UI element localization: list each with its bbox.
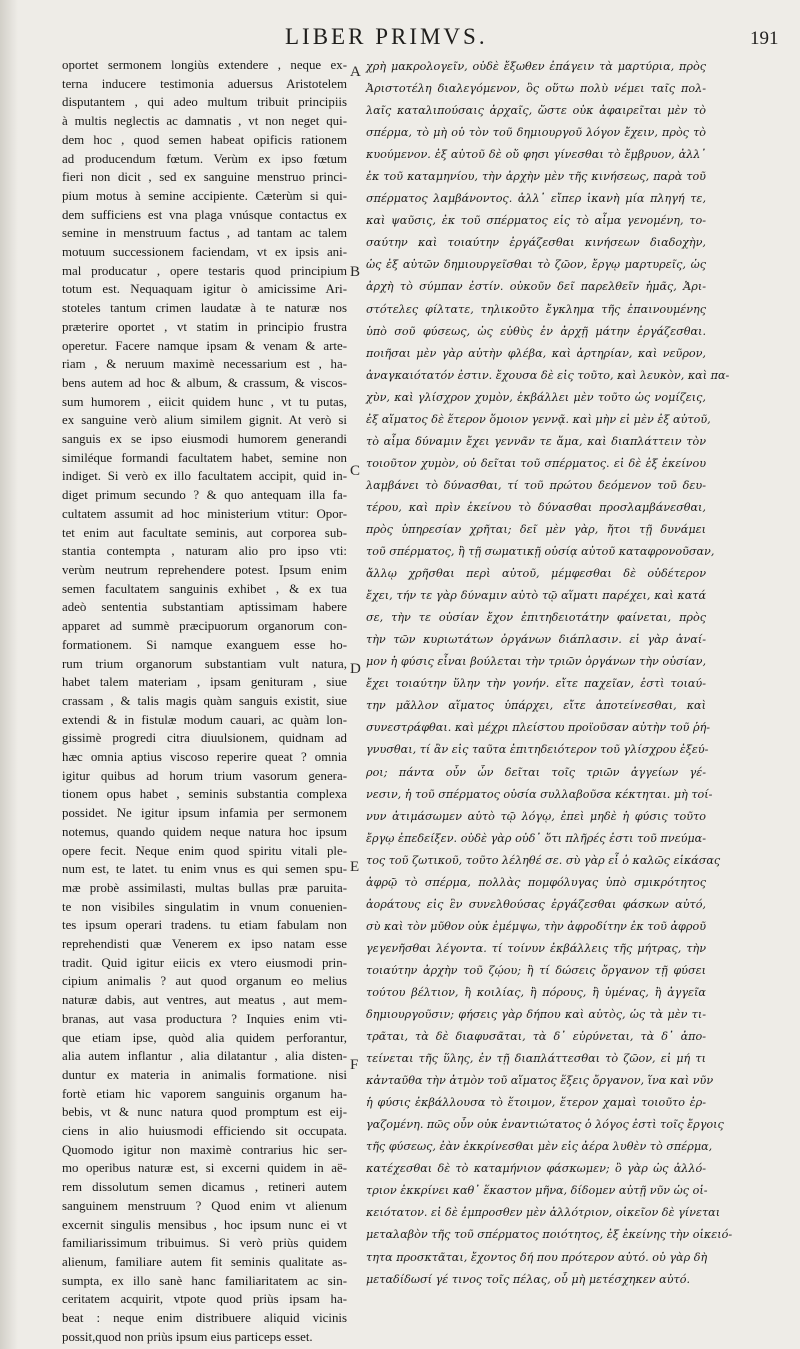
latin-text-line: fieri non dicit , sed ex sanguine menstruo princi-: [62, 170, 347, 185]
greek-text-line: ἔχει, τήν τε γὰρ δύναμιν αὐτὸ τῷ αἵματι παρέχει, καὶ κατά: [366, 589, 706, 603]
greek-text-line: κἀνταῦθα τὴν ἀτμὸν τοῦ αἵματος ἕξεις ὄργανον, ἵνα καὶ νῦν: [366, 1074, 714, 1088]
greek-text-line: κειότατον. εἰ δὲ ἐμπροσθεν μὲν ἀλλότριον, οἰκεῖον δὲ γίνεται: [366, 1206, 721, 1220]
greek-text-line: τείνεται τῆς ὕλης, ἐν τῇ διαπλάττεσθαι τὸ ζῶον, εἰ μή τι: [366, 1052, 706, 1066]
greek-text-line: τος τοῦ ζωτικοῦ, τοῦτο λέληθέ σε. σὺ γὰρ εἶ ὁ καλῶς εἰκάσας: [366, 853, 721, 867]
greek-text-line: νεσιν, ἡ τοῦ σπέρματος οὐσία συλλαβοῦσα κέκτηται. μὴ τοί-: [366, 787, 713, 801]
greek-text-line: σπέρμα, τὸ μὴ οὐ τὸν τοῦ δημιουργοῦ λόγον ἔχειν, πρὸς τὸ: [366, 126, 706, 140]
latin-text-line: cultatem assumit ad hoc ministerium vtitur: Opor-: [62, 506, 347, 521]
greek-text-line: δημιουργοῦσιν; φήσεις γὰρ δήπου καὶ αὐτὸς, ὡς τὰ μὲν τι-: [366, 1008, 706, 1022]
greek-text-line: γεγενῆσθαι λέγοντα. τί τοίνυν ἐκβάλλεις τῆς μήτρας, τὴν: [366, 941, 706, 955]
greek-text-line: Ἀριστοτέλη διαλεγόμενον, ὃς οὕτω πολὺ νέμει ταῖς πολ-: [366, 82, 706, 96]
latin-text-line: dem hoc , quod semen habeat opificis rationem: [62, 132, 347, 147]
latin-text-line: que etiam ipse, quòd alia quidem perforantur,: [62, 1030, 347, 1045]
latin-text-line: semen facultatem sanguinis exhibet , & ex tua: [62, 581, 347, 596]
latin-text-line: notemus, quando quidem neque natura hoc ipsum: [62, 824, 347, 839]
greek-text-line: ὡς ἐξ αὐτῶν δημιουργεῖσθαι τὸ ζῶον, ἔργῳ μαρτυρεῖς, ὡς: [366, 258, 706, 272]
latin-text-line: alienum, familiare autem fit seminis qualitate as-: [62, 1255, 347, 1269]
greek-text-line: ἀναγκαιότατόν ἐστιν. ἔχουσα δὲ εἰς τοῦτο, καὶ λευκὸν, καὶ πα-: [366, 368, 730, 382]
latin-text-line: totum est. Nequaquam igitur ò amicissime Ari-: [62, 282, 347, 297]
margin-letter-f: F: [350, 1057, 359, 1073]
greek-text-line: κατέχεσθαι δὲ τὸ καταμήνιον φάσκωμεν; ὃ γὰρ ὡς ἀλλό-: [366, 1162, 706, 1176]
margin-letter-d: D: [350, 661, 361, 677]
greek-text-line: ἄλλῳ χρῆσθαι περὶ αὐτοῦ, μέμφεσθαι δὲ οὐδέτερον: [366, 567, 706, 581]
greek-text-line: μον ἡ φύσις εἶναι βούλεται τὴν τριῶν ὀργάνων τὴν οὐσίαν,: [366, 655, 706, 669]
latin-text-line: branas, aut vasa productura ? Inquies enim vti-: [62, 1011, 347, 1026]
greek-text-line: στότελες φίλτατε, τηλικοῦτο ἔγκλημα τῆς ἐπαινουμένης: [366, 302, 706, 316]
latin-text-line: indiget. Si verò ex illo facultatem accipit, quid in-: [62, 469, 347, 484]
greek-text-line: ἔχει τοιαύτην ὕλην τὴν γονήν. εἴτε παχεῖαν, ἐστὶ τοιαύ-: [366, 677, 706, 691]
latin-text-line: hæc omnia aptius viscoso reperire queat ? omnia: [62, 750, 347, 765]
greek-text-line: γνυσθαι, τί ἂν εἰς ταῦτα ἐπιτηδειότερον τοῦ γλίσχρου ἐξεύ-: [366, 743, 709, 757]
latin-text-line: igitur quibus ad horum trium vasorum genera-: [62, 768, 347, 783]
latin-text-line: sanguis ex se ipso eiusmodi humorem generandi: [62, 432, 347, 447]
page-number: 191: [750, 28, 779, 49]
latin-text-line: semine in menstruum factus , ad tantam ac talem: [62, 226, 347, 241]
greek-text-line: χὺν, καὶ γλίσχρον χυμὸν, ἐκβάλλει μὲν τοῦτο ὡς νομίζεις,: [366, 390, 706, 404]
running-title: LIBER PRIMVS.: [285, 24, 488, 49]
greek-text-line: λαμβάνει τὸ δύνασθαι, τί τοῦ πρώτου δεόμενον τοῦ δευ-: [366, 478, 706, 492]
latin-text-line: ciens in alio huiusmodi efficiendo sit occupata.: [62, 1124, 347, 1139]
margin-letter-a: A: [350, 64, 361, 80]
latin-text-line: apparet ad summè præcipuorum organorum con-: [62, 619, 347, 634]
greek-text-line: τέρου, καὶ πρὶν ἐκείνου τὸ δύνασθαι προσλαμβάνεσθαι,: [366, 500, 706, 514]
latin-text-line: riam , & neruum maximè necessarium est , ha-: [62, 357, 347, 372]
greek-text-line: σε, τὴν τε οὐσίαν ἔχον ἐπιτηδειοτάτην φαίνεται, πρὸς: [366, 611, 706, 625]
latin-text-line: naturæ dabis, aut ventres, aut meatus , aut mem-: [62, 993, 347, 1008]
greek-text-line: μεταλαβὸν τῆς τοῦ σπέρματος ποιότητος, ἐξ ἐκείνης τὴν οἰκειό-: [366, 1228, 733, 1242]
greek-text-line: τὴν τῶν κυριωτάτων ὀργάνων διάπλασιν. εἰ γὰρ ἀναί-: [366, 633, 706, 647]
latin-text-line: oportet sermonem longiùs extendere , neque ex-: [62, 58, 347, 72]
latin-text-line: operetur. Facere namque ipsam & venam & arte-: [62, 338, 347, 353]
latin-text-line: terna inducere testimonia aduersus Aristotelem: [62, 76, 347, 91]
latin-text-line: num est, te latet. tu enim vnus es qui semen spu-: [62, 862, 347, 877]
latin-text-line: dem sufficiens est vna plaga vnúsque contactus ex: [62, 207, 347, 222]
latin-text-line: fortè etiam hic vaporem sanguinis organum ha-: [62, 1086, 347, 1101]
latin-text-line: possit,quod non priùs ipsum eius particeps esset.: [62, 1329, 313, 1344]
latin-text-line: formationem. Si namque exanguem esse ho-: [62, 637, 347, 652]
margin-letter-c: C: [350, 463, 361, 479]
greek-text-line: τῆς φύσεως, ἐὰν ἐκκρίνεσθαι μὲν εἰς ἀέρα λυθὲν τὸ σπέρμα,: [366, 1140, 713, 1154]
greek-text-line: σπέρματος λαμβάνοντος. ἀλλ᾽ εἴπερ ἱκανὴ μία πληγή τε,: [366, 192, 706, 206]
greek-text-line: συνεστράφθαι. καὶ μέχρι πλείστου προϊοῦσαν αὐτὴν τοῦ ῥή-: [366, 721, 711, 735]
latin-text-line: stantia contempta , naturam alio pro ipso vti:: [62, 544, 347, 559]
greek-text-line: ὑπὸ σοῦ φύσεως, ὡς εὐθὺς ἐν ἀρχῇ μάτην ἐργάζεσθαι.: [366, 324, 706, 338]
greek-column: [366, 56, 733, 1291]
greek-text-line: την μᾶλλον αἵματος ὑπάρχει, εἴτε ἀποτείνεσθαι, καὶ: [366, 699, 706, 713]
greek-text-line: χρὴ μακρολογεῖν, οὐδὲ ἔξωθεν ἐπάγειν τὰ μαρτύρια, πρὸς: [366, 60, 706, 73]
latin-text-line: pium motus à semine accipiente. Cæterùm si qui-: [62, 188, 347, 203]
latin-text-line: ex sanguine verò alium similem gignit. At verò si: [62, 413, 347, 428]
latin-text-line: rum trium organorum substantiam vult natura,: [62, 656, 347, 671]
latin-text-line: tes ipsum operari tradens. tu etiam fabulam non: [62, 918, 347, 933]
greek-text-line: ἀοράτους εἰς ἓν συνελθούσας ἐργάζεσθαι φάσκων αὐτό,: [366, 897, 706, 911]
greek-text-line: νυν ἀτιμάσωμεν αὐτὸ τῷ λόγῳ, ἐπεὶ μηδὲ ἡ φύσις τοῦτο: [366, 809, 706, 823]
latin-text-line: gissimè progredi citra diuulsionem, quidnam ad: [62, 731, 347, 746]
latin-text-line: cipium animalis ? aut quod organum eo melius: [62, 974, 347, 989]
latin-text-line: præterire oportet , vt statim in principio frustra: [62, 319, 347, 334]
margin-letter-e: E: [350, 859, 360, 875]
latin-text-line: duntur ex materia in animalis formatione. nisi: [62, 1067, 347, 1082]
latin-text-line: adeò sententia substantiam aptissimam habere: [62, 600, 347, 615]
margin-letter-b: B: [350, 264, 361, 280]
latin-text-line: bens autem ad hoc & album, & crassum, & viscos-: [62, 375, 347, 390]
latin-text-line: tet enim aut facultate seminis, aut corporea sub-: [62, 525, 347, 540]
greek-text-line: τοιαύτην ἀρχὴν τοῦ ζῴου; ἢ τί δώσεις ὄργανον τῇ φύσει: [366, 963, 706, 977]
latin-text-line: habet talem materiam , ipsam genituram , siue: [62, 675, 347, 690]
greek-text-line: μεταδίδωσί γέ τινος τοῖς πέλας, οὗ μὴ μετέσχηκεν αὐτό.: [366, 1272, 691, 1286]
latin-text-line: sumpta, ex illo sanè hanc familiaritatem ac sin-: [62, 1273, 347, 1288]
latin-text-line: beat : neque enim distribuere aliquid vicinis: [62, 1311, 347, 1326]
greek-text-line: πρὸς ὑπηρεσίαν χρῆται; δεῖ μὲν γὰρ, ἤτοι τῇ δυνάμει: [366, 522, 706, 536]
page-gutter-shadow: [0, 0, 18, 1349]
latin-text-line: mal producatur , opere testaris quod principium: [62, 263, 347, 278]
greek-text-line: λαῖς καταλιπούσαις ἀρχαῖς, ὥστε οὐκ ἀφαιρεῖται μὲν τὸ: [366, 104, 706, 118]
latin-text-line: possidet. Ne igitur ipsum infamia per sermonem: [62, 806, 347, 821]
greek-text-line: τοῦ σπέρματος, ἢ τῇ σωματικῇ οὐσίᾳ αὐτοῦ καταφρονοῦσαν,: [366, 545, 715, 559]
latin-text-line: stoteles tantum crimen laudatæ à te naturæ nos: [62, 301, 347, 316]
greek-text-line: καὶ ψαῦσις, ἐκ τοῦ σπέρματος εἰς τὸ αἷμα γενομένη, το-: [366, 214, 706, 228]
greek-text-line: ἔργῳ ἐπεδείξεν. οὐδὲ γὰρ οὐδ᾽ ὅτι πλῆρές ἐστι τοῦ πνεύμα-: [366, 831, 706, 845]
greek-text-line: ροι; πάντα οὖν ὧν δεῖται τοῖς τριῶν ἀγγείων γέ-: [366, 765, 706, 779]
latin-text-line: mæ probè assimilasti, multas bullas præ paruita-: [62, 880, 347, 895]
latin-text-line: tionem opus habet , seminis substantia complexa: [62, 787, 347, 802]
latin-text-line: tradit. Quid igitur eiicis ex vtero eiusmodi prin-: [62, 955, 347, 970]
greek-text-line: τὸ αἷμα δύναμιν ἔχει γεννᾶν τε ἅμα, καὶ διαπλάττειν τὸν: [366, 434, 706, 448]
latin-text-line: bebis, vt & nunc natura quod promptum est eij-: [62, 1105, 347, 1120]
latin-text-line: alia autem inflantur , alia dilatantur , alia disten-: [62, 1049, 347, 1064]
latin-text-line: Quomodo igitur non maximè contrarius hic ser-: [62, 1142, 347, 1157]
greek-text-line: τριον ἐκκρίνει καθ᾽ ἕκαστον μῆνα, δίδομεν αὐτῇ νῦν ὡς οἰ-: [366, 1184, 708, 1198]
latin-column: [62, 56, 347, 1347]
latin-text-line: motuum successionem faciendam, vt ex ipsis ani-: [62, 245, 347, 260]
greek-text-line: ἐξ αἵματος δὲ ἕτερον ὅμοιον γεννᾷ. καὶ μὴν εἰ μὲν ἐξ αὐτοῦ,: [366, 412, 711, 426]
latin-text-line: verùm neutrum reprehendere potest. Ipsum enim: [62, 562, 347, 577]
greek-text-line: ἀφρῷ τὸ σπέρμα, πολλὰς πομφόλυγας ὑπὸ σμικρότητος: [366, 875, 706, 889]
greek-text-line: ἐκ τοῦ καταμηνίου, τὴν ἀρχὴν μὲν τῆς κινήσεως, παρὰ τοῦ: [366, 170, 706, 184]
latin-text-line: extendi & in fistulæ modum cauari, ac quàm lon-: [62, 712, 347, 727]
latin-text-line: à multis neglectis ac damnatis , vt non neget qui-: [62, 114, 347, 129]
latin-text-line: opere fecit. Neque enim quod spiritu vitali ple-: [62, 843, 347, 858]
latin-text-line: similéque formandi facultatem habet, semine non: [62, 450, 347, 465]
latin-text-line: te non visibiles singulatim in vnum conuenien-: [62, 899, 347, 914]
latin-text-line: ad producendum fœtum. Verùm ex ipso fœtum: [62, 151, 347, 166]
latin-text-line: diget primum secundo ? & quo antequam illa fa-: [62, 488, 347, 503]
greek-text-line: τούτου βέλτιον, ἢ κοιλίας, ἢ πόρους, ἢ ὑμένας, ἢ ἀγγεῖα: [366, 985, 706, 999]
latin-text-line: disputantem , qui adeo multum tribuit principiis: [62, 95, 347, 110]
latin-text-line: sanguinem menstruum ? Quod enim vt alienum: [62, 1198, 347, 1213]
greek-text-line: τητα προσκτᾶται, ἔχοντος δή που πρότερον αὐτό. οὐ γὰρ δὴ: [366, 1250, 708, 1264]
latin-text-line: ceritatem acquirit, vtpote quod priùs ipsam ha-: [62, 1292, 347, 1307]
latin-text-line: sum humorem , eiicit quidem hunc , vt tu putas,: [62, 394, 347, 409]
latin-text-line: mo operibus naturæ est, si excerni quidem in aë-: [62, 1161, 347, 1176]
latin-text-line: reprehendisti quæ Venerem ex ipso natam esse: [62, 937, 347, 952]
greek-text-line: ἀρχὴ τὸ σύμπαν ἐστίν. οὐκοῦν δεῖ παρελθεῖν ἡμᾶς, Ἀρι-: [366, 280, 706, 294]
greek-text-line: κυούμενον. ἐξ αὐτοῦ δὲ οὔ φησι γίνεσθαι τὸ ἔμβρυον, ἀλλ᾽: [366, 148, 706, 162]
latin-text-line: familiarissimum tribuimus. Si verò priùs quidem: [62, 1236, 347, 1251]
greek-text-line: τοιοῦτον χυμὸν, οὐ δεῖται τοῦ σπέρματος. εἰ δὲ ἐξ ἐκείνου: [366, 456, 706, 470]
latin-text-line: rem dissolutum semen dicamus , retineri autem: [62, 1180, 347, 1195]
latin-text-line: crassam , & talis magis quàm sanguis existit, siue: [62, 693, 347, 708]
latin-text-line: excernit singulis mensibus , hoc ipsum nunc ei vt: [62, 1217, 347, 1232]
greek-text-line: ἡ φύσις ἐκβάλλουσα τὸ ἕτοιμον, ἕτερον χαμαὶ τοιοῦτο ἐρ-: [366, 1096, 706, 1110]
greek-text-line: γαζομένη. πῶς οὖν οὐκ ἐναντιώτατος ὁ λόγος ἐστὶ τοῖς ἔργοις: [366, 1118, 724, 1132]
greek-text-line: σαύτην καὶ τοιαύτην ἐργάζεσθαι κινήσεων διαδοχὴν,: [366, 236, 706, 250]
greek-text-line: τρᾶται, τὰ δὲ διαφυσᾶται, τὰ δ᾽ εὐρύνεται, τὰ δ᾽ ἀπο-: [366, 1030, 706, 1044]
greek-text-line: σὺ καὶ τὸν μῦθον οὐκ ἐμέμψω, τὴν ἀφροδίτην ἐκ τοῦ ἀφροῦ: [366, 919, 706, 933]
greek-text-line: ποιῆσαι μὲν γὰρ αὐτὴν φλέβα, καὶ ἀρτηρίαν, καὶ νεῦρον,: [366, 346, 706, 360]
